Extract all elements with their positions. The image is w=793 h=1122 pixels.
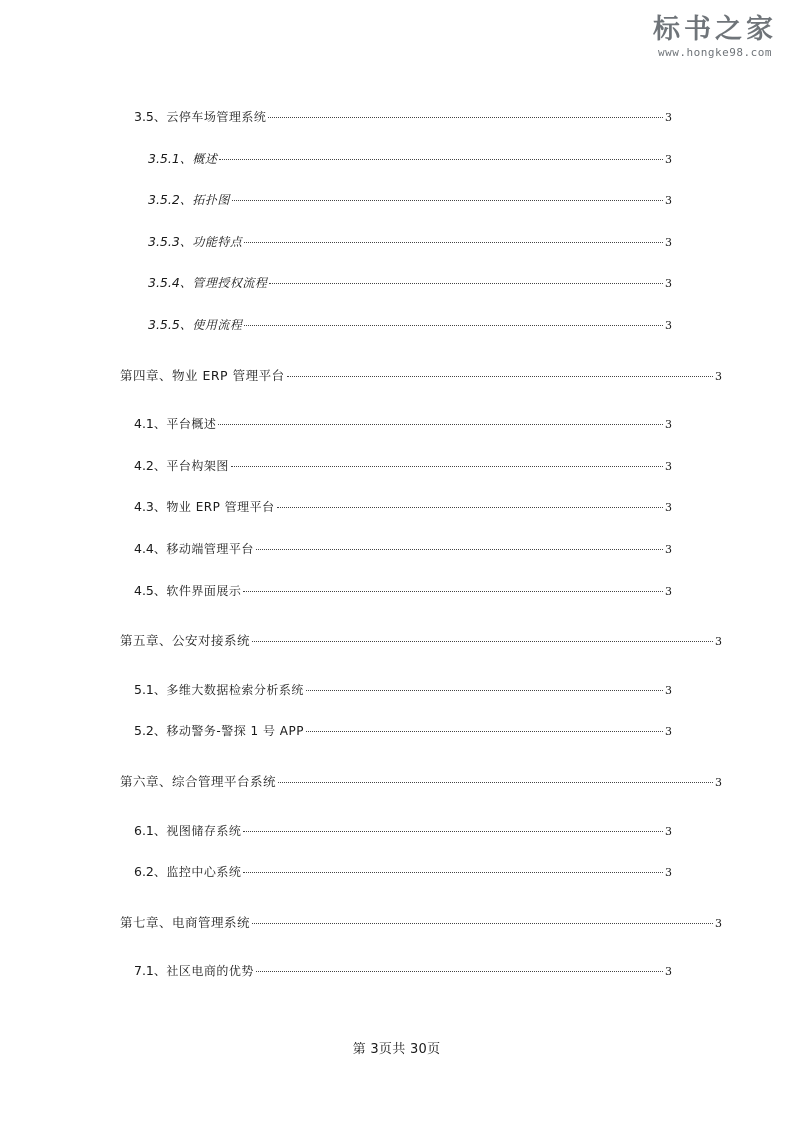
toc-title: 、概述 <box>179 152 218 166</box>
toc-title: 、物业 ERP 管理平台 <box>153 500 275 514</box>
page-number-label: 第 3页共 30页 <box>352 1042 441 1057</box>
toc-title: 、社区电商的优势 <box>153 964 254 978</box>
toc-number: 6.2 <box>134 864 154 879</box>
toc-number: 5.1 <box>134 682 154 697</box>
toc-page-number: 3 <box>665 585 672 598</box>
toc-entry-chapter-6[interactable] <box>120 772 722 792</box>
dot-leader <box>243 872 663 873</box>
dot-leader <box>252 923 713 924</box>
toc-page-number: 3 <box>665 725 672 738</box>
toc-entry-3-5-4[interactable] <box>148 274 672 294</box>
dot-leader <box>256 549 663 550</box>
toc-entry-4-2[interactable] <box>134 457 672 477</box>
toc-title: 第四章、物业 ERP 管理平台 <box>120 368 285 383</box>
toc-entry-3-5-1[interactable] <box>148 150 672 170</box>
toc-page-number: 3 <box>665 501 672 514</box>
toc-number: 4.4 <box>134 541 154 556</box>
toc-entry-3-5-2[interactable] <box>148 191 672 211</box>
toc-page-number: 3 <box>665 684 672 697</box>
toc-entry-4-1[interactable] <box>134 415 672 435</box>
toc-entry-5-1[interactable] <box>134 681 672 701</box>
toc-page-number: 3 <box>665 277 672 290</box>
toc-page-number: 3 <box>665 194 672 207</box>
page-footer <box>0 1038 793 1057</box>
logo-title: 标书之家 <box>653 14 777 45</box>
dot-leader <box>231 466 663 467</box>
toc-entry-6-2[interactable] <box>134 863 672 883</box>
toc-entry-6-1[interactable] <box>134 822 672 842</box>
toc-entry-5-2[interactable] <box>134 722 672 742</box>
dot-leader <box>277 507 663 508</box>
toc-entry-chapter-4[interactable] <box>120 366 722 386</box>
dot-leader <box>256 971 663 972</box>
toc-page-number: 3 <box>665 319 672 332</box>
toc-number: 4.5 <box>134 583 154 598</box>
toc-title: 、云停车场管理系统 <box>153 110 267 124</box>
toc-title: 、移动端管理平台 <box>153 542 254 556</box>
toc-page-number: 3 <box>715 776 722 789</box>
toc-page-number: 3 <box>715 370 722 383</box>
toc-entry-3-5-3[interactable] <box>148 233 672 253</box>
toc-title: 、多维大数据检索分析系统 <box>153 683 304 697</box>
toc-entry-4-5[interactable] <box>134 582 672 602</box>
toc-entry-3-5-5[interactable] <box>148 316 672 336</box>
toc-number: 6.1 <box>134 823 154 838</box>
toc-page-number: 3 <box>665 111 672 124</box>
toc-number: 3.5.3 <box>148 234 180 249</box>
toc-page-number: 3 <box>715 635 722 648</box>
toc-number: 4.2 <box>134 458 154 473</box>
toc-page-number: 3 <box>665 825 672 838</box>
watermark-logo <box>645 14 785 60</box>
dot-leader <box>252 641 713 642</box>
toc-title: 、视图储存系统 <box>153 824 242 838</box>
toc-page-number: 3 <box>665 543 672 556</box>
toc-entry-4-3[interactable] <box>134 498 672 518</box>
dot-leader <box>232 200 663 201</box>
toc-number: 3.5.4 <box>148 275 180 290</box>
toc-entry-4-4[interactable] <box>134 540 672 560</box>
toc-page-number: 3 <box>665 965 672 978</box>
toc-number: 3.5.1 <box>148 151 180 166</box>
dot-leader <box>243 831 663 832</box>
dot-leader <box>269 283 663 284</box>
toc-title: 第五章、公安对接系统 <box>120 633 251 648</box>
toc-number: 3.5.2 <box>148 192 180 207</box>
dot-leader <box>244 242 663 243</box>
toc-page-number: 3 <box>665 460 672 473</box>
toc-title: 、平台构架图 <box>153 459 229 473</box>
dot-leader <box>268 117 663 118</box>
toc-number: 4.1 <box>134 416 154 431</box>
dot-leader <box>306 690 663 691</box>
toc-number: 5.2 <box>134 723 154 738</box>
toc-number: 3.5 <box>134 109 154 124</box>
dot-leader <box>244 325 663 326</box>
toc-title: 、平台概述 <box>153 417 217 431</box>
toc-page-number: 3 <box>665 153 672 166</box>
toc-title: 、软件界面展示 <box>153 584 242 598</box>
toc-title: 、功能特点 <box>179 235 243 249</box>
toc-number: 3.5.5 <box>148 317 180 332</box>
toc-number: 7.1 <box>134 963 154 978</box>
toc-title: 第六章、综合管理平台系统 <box>120 774 277 789</box>
toc-title: 、拓扑图 <box>179 193 230 207</box>
toc-title: 、监控中心系统 <box>153 865 242 879</box>
toc-page-number: 3 <box>665 418 672 431</box>
dot-leader <box>306 731 663 732</box>
toc-entry-3-5[interactable] <box>134 108 672 128</box>
toc-entry-7-1[interactable] <box>134 962 672 982</box>
dot-leader <box>278 782 713 783</box>
dot-leader <box>218 424 663 425</box>
toc-page-number: 3 <box>715 917 722 930</box>
toc-page-number: 3 <box>665 866 672 879</box>
toc-title: 第七章、电商管理系统 <box>120 915 251 930</box>
toc-title: 、移动警务-警探 1 号 APP <box>153 724 304 738</box>
logo-url: www.hongke98.com <box>658 46 772 59</box>
toc-number: 4.3 <box>134 499 154 514</box>
toc-page-number: 3 <box>665 236 672 249</box>
dot-leader <box>287 376 713 377</box>
dot-leader <box>243 591 663 592</box>
toc-title: 、管理授权流程 <box>179 276 268 290</box>
dot-leader <box>219 159 663 160</box>
toc-title: 、使用流程 <box>179 318 243 332</box>
toc-entry-chapter-5[interactable] <box>120 631 722 651</box>
toc-entry-chapter-7[interactable] <box>120 913 722 933</box>
